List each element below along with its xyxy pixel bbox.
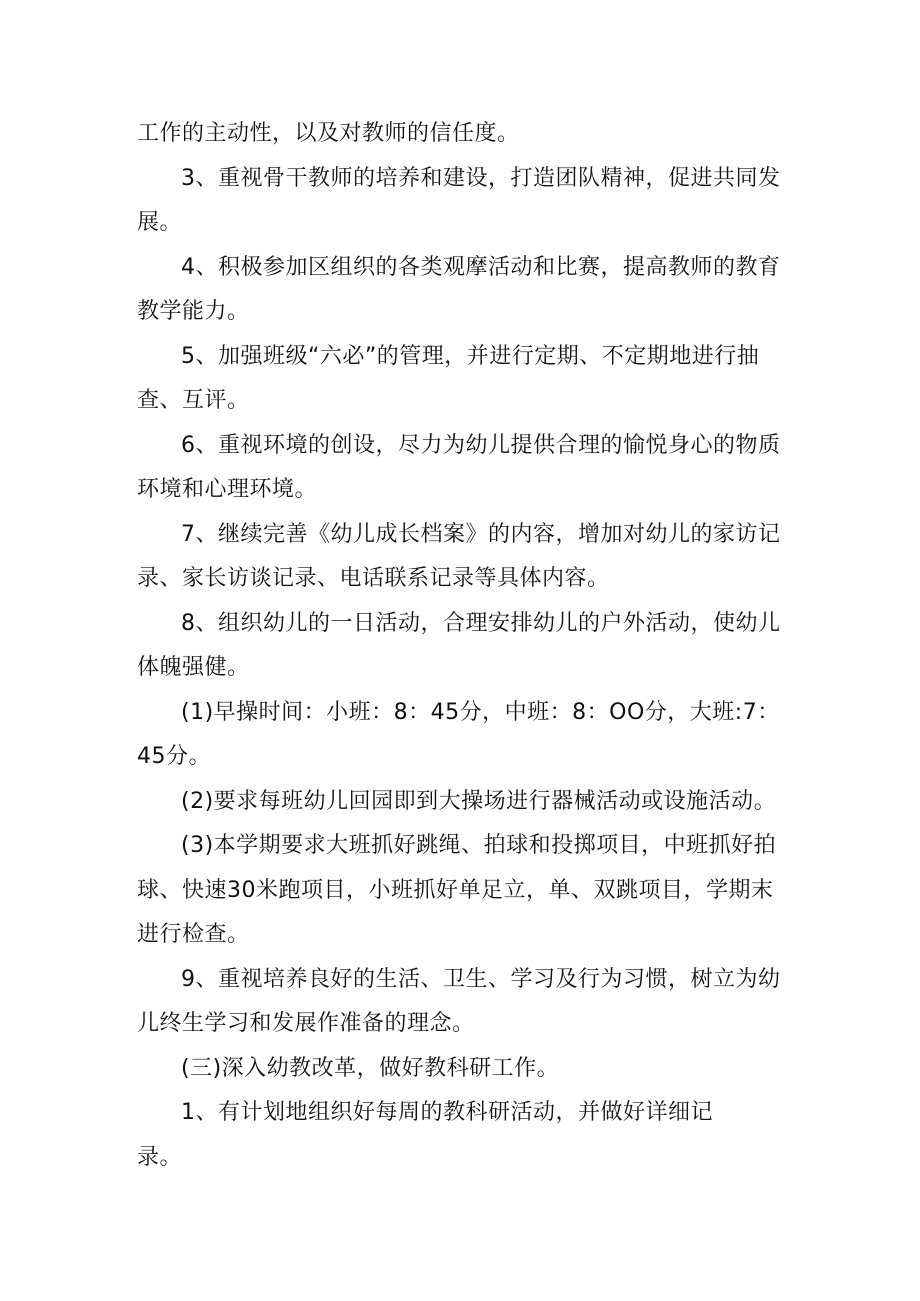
paragraph-4: 5、加强班级“六必”的管理，并进行定期、不定期地进行抽查、互评。 xyxy=(137,343,760,413)
paragraph-2: 3、重视骨干教师的培养和建设，打造团队精神，促进共同发展。 xyxy=(137,165,781,235)
paragraph-11: 9、重视培养良好的生活、卫生、学习及行为习惯，树立为幼儿终生学习和发展作准备的理念。 xyxy=(137,966,781,1036)
document-body xyxy=(137,112,787,1180)
paragraph-12: (三)深入幼教改革，做好教科研工作。 xyxy=(181,1055,560,1081)
paragraph-13: 1、有计划地组织好每周的教科研活动，并做好详细记录。 xyxy=(137,1100,713,1170)
paragraph-8: (1)早操时间：小班：8：45分，中班：8：OO分，大班:7：45分。 xyxy=(137,699,780,769)
paragraph-5: 6、重视环境的创设，尽力为幼儿提供合理的愉悦身心的物质环境和心理环境。 xyxy=(137,432,781,502)
paragraph-7: 8、组织幼儿的一日活动，合理安排幼儿的户外活动，使幼儿体魄强健。 xyxy=(137,610,781,680)
paragraph-1: 工作的主动性，以及对教师的信任度。 xyxy=(137,121,520,146)
paragraph-10: (3)本学期要求大班抓好跳绳、拍球和投掷项目，中班抓好拍球、快速30米跑项目，小班抓好单足立，单、双跳项目，学期末进行检查。 xyxy=(137,833,777,947)
paragraph-6: 7、继续完善《幼儿成长档案》的内容，增加对幼儿的家访记录、家长访谈记录、电话联系记录等具体内容。 xyxy=(137,521,781,591)
paragraph-9: (2)要求每班幼儿回园即到大操场进行器械活动或设施活动。 xyxy=(181,788,777,814)
paragraph-3: 4、积极参加区组织的各类观摩活动和比赛，提高教师的教育教学能力。 xyxy=(137,254,781,324)
